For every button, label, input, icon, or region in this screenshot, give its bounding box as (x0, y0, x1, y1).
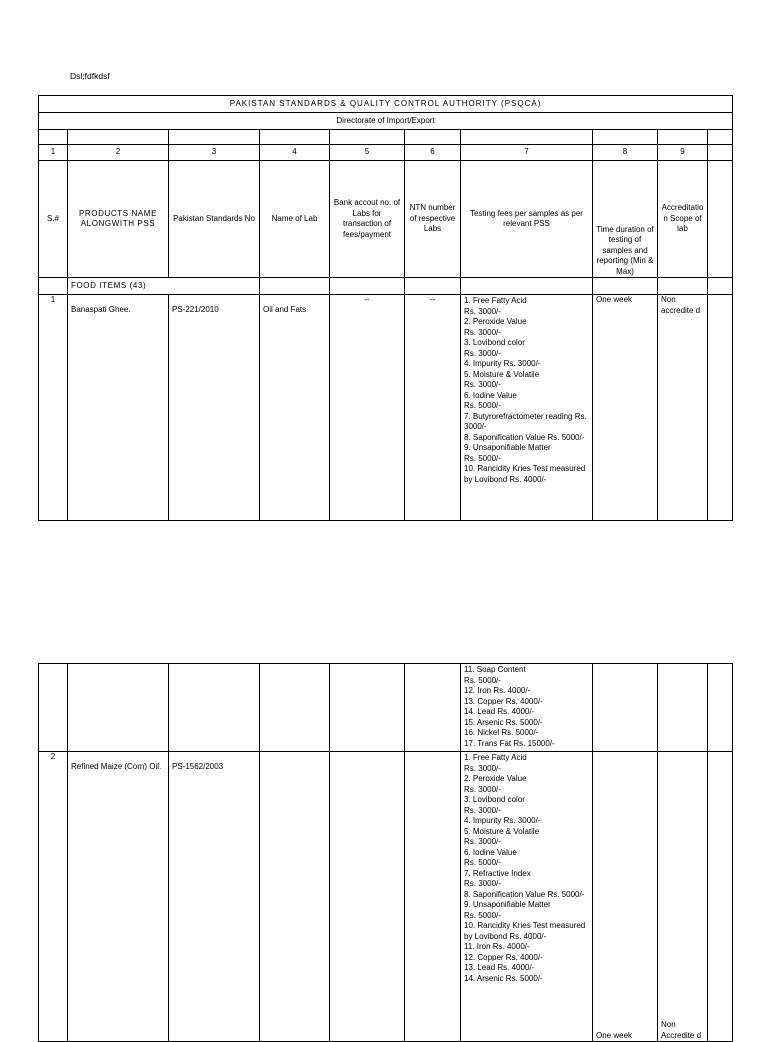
fees-table-continued (38, 663, 733, 1042)
column-number: 8 (593, 145, 658, 161)
header-time: Time duration of testing of samples and reporting (Min & Max) (593, 161, 658, 278)
blank-cell (39, 278, 68, 295)
row-accreditation: Non Accredite d (658, 752, 708, 1042)
header-product: PRODUCTS NAME ALONGWITH PSS (68, 161, 169, 278)
blank-cell (658, 664, 708, 752)
row-accreditation: Non accredite d (658, 295, 708, 521)
blank-cell (330, 664, 405, 752)
blank-cell (39, 130, 68, 145)
blank-cell (169, 130, 260, 145)
blank-cell (461, 278, 593, 295)
blank-cell (68, 664, 169, 752)
blank-cell (260, 130, 330, 145)
header-bank: Bank accout no. of Labs for transaction of fees/payment (330, 161, 405, 278)
column-number: 2 (68, 145, 169, 161)
table-row (39, 752, 733, 1042)
blank-cell (405, 664, 461, 752)
row-sno: 2 (39, 752, 68, 1042)
blank-cell (330, 278, 405, 295)
blank-cell (169, 664, 260, 752)
table-row (39, 295, 733, 521)
blank-cell (593, 278, 658, 295)
header-accreditation: Accreditatio n Scope of lab (658, 161, 708, 278)
header-lab: Name of Lab (260, 161, 330, 278)
section-label: FOOD ITEMS (43) (68, 278, 260, 295)
blank-cell (260, 278, 330, 295)
header-fees: Testing fees per samples as per relevant PSS (461, 161, 593, 278)
blank-cell (658, 278, 708, 295)
row-sno: 1 (39, 295, 68, 521)
document-note: Dsl;fdfkdsf (70, 71, 110, 81)
column-number: 5 (330, 145, 405, 161)
blank-cell (405, 130, 461, 145)
blank-cell (708, 161, 733, 278)
row-standard: PS-1562/2003 (169, 752, 260, 1042)
blank-cell (708, 130, 733, 145)
column-number: 3 (169, 145, 260, 161)
fees-table (38, 95, 733, 521)
blank-cell (330, 752, 405, 1042)
column-number: 1 (39, 145, 68, 161)
blank-cell (39, 664, 68, 752)
row-ntn: -- (405, 295, 461, 521)
blank-cell (708, 145, 733, 161)
blank-cell (708, 278, 733, 295)
row-product: Refined Maize (Corn) Oil. (68, 752, 169, 1042)
header-ntn: NTN number of respective Labs (405, 161, 461, 278)
row-fees: 1. Free Fatty Acid Rs. 3000/- 2. Peroxide Value Rs. 3000/- 3. Lovibond color Rs. 3000/- 4. Impurity Rs. 3000/- 5. Moisture & Volatile Rs. 3000/- 6. Iodine Value Rs. 5000/- 7. Butyrorefractometer reading Rs. 3000/- 8. Saponification Value Rs. 5000/- 9. Unsaponifiable Matter Rs. 5000/- 10. Rancidity Kries Test measured by Lovibond Rs. 4000/- (461, 295, 593, 521)
row-time: One week (593, 295, 658, 521)
header-standard: Pakistan Standards No (169, 161, 260, 278)
blank-cell (708, 295, 733, 521)
blank-cell (593, 130, 658, 145)
blank-cell (260, 752, 330, 1042)
blank-cell (593, 664, 658, 752)
blank-cell (461, 130, 593, 145)
blank-cell (708, 752, 733, 1042)
row-bank: -- (330, 295, 405, 521)
row-fees: 11. Soap Content Rs. 5000/- 12. Iron Rs. 4000/- 13. Copper Rs. 4000/- 14. Lead Rs. 4000/- 15. Arsenic Rs. 5000/- 16. Nickel Rs. 5000/- 17. Trans Fat Rs. 15000/- (461, 664, 593, 752)
blank-cell (658, 130, 708, 145)
table-row (39, 664, 733, 752)
column-number: 6 (405, 145, 461, 161)
row-fees: 1. Free Fatty Acid Rs. 3000/- 2. Peroxide Value Rs. 3000/- 3. Lovibond color Rs. 3000/- 4. Impurity Rs. 3000/- 5. Moisture & Volatile Rs. 3000/- 6. Iodine Value Rs. 5000/- 7. Refractive Index Rs. 3000/- 8. Saponification Value Rs. 5000/- 9. Unsaponifiable Matter Rs. 5000/- 10. Rancidity Kries Test measured by Lovibond Rs. 4000/- 11. Iron Rs. 4000/- 12. Copper Rs. 4000/- 13. Lead Rs. 4000/- 14. Arsenic Rs. 5000/- (461, 752, 593, 1042)
row-time: One week (593, 752, 658, 1042)
header-sno: S.# (39, 161, 68, 278)
table-title: PAKISTAN STANDARDS & QUALITY CONTROL AUTHORITY (PSQCA) (39, 96, 733, 113)
blank-cell (708, 664, 733, 752)
row-standard: PS-221/2010 (169, 295, 260, 521)
blank-cell (405, 278, 461, 295)
row-product: Banaspati Ghee. (68, 295, 169, 521)
column-number: 4 (260, 145, 330, 161)
blank-cell (260, 664, 330, 752)
blank-cell (68, 130, 169, 145)
column-number: 7 (461, 145, 593, 161)
blank-cell (405, 752, 461, 1042)
row-lab: Oil and Fats (260, 295, 330, 521)
table-subtitle: Directorate of Import/Export (39, 113, 733, 130)
blank-cell (330, 130, 405, 145)
column-number: 9 (658, 145, 708, 161)
